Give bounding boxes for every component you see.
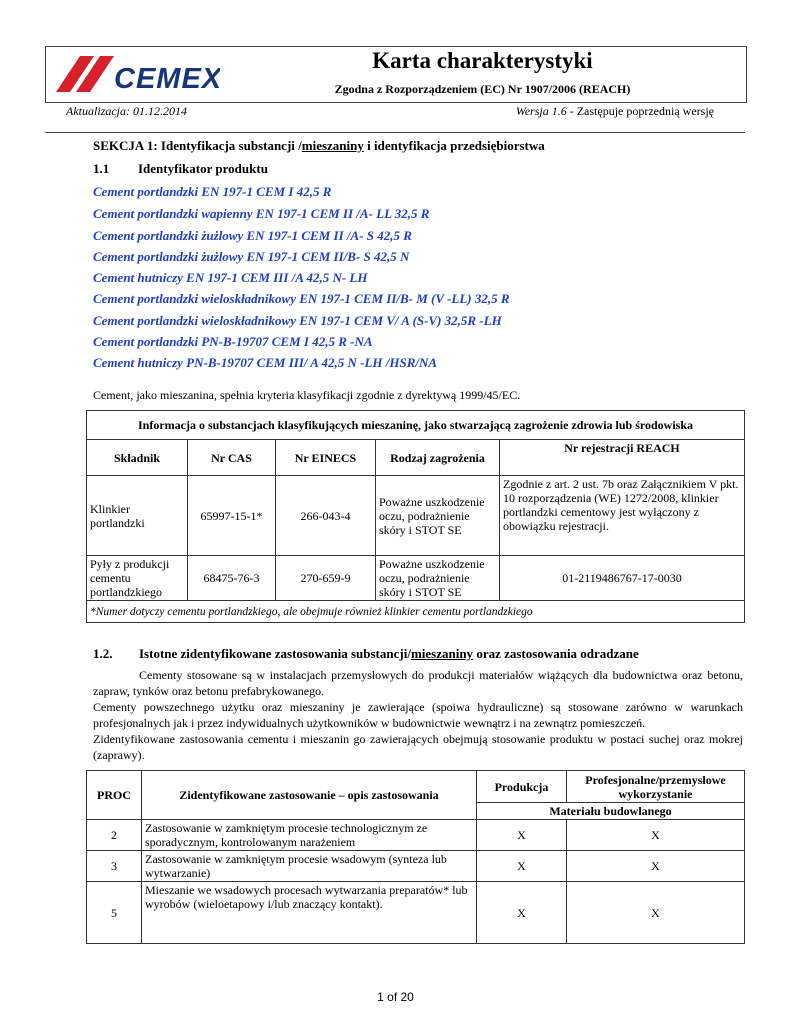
subsection-1-2-heading bbox=[93, 646, 639, 662]
product-name: Cement hutniczy PN-B-19707 CEM III/ A 42,5 N -LH /HSR/NA bbox=[93, 355, 438, 370]
cell-professional: X bbox=[567, 882, 745, 944]
cell-hazard: Poważne uszkodzenie oczu, podrażnienie skóry i STOT SE bbox=[376, 556, 500, 601]
table-row bbox=[87, 882, 745, 944]
subsection-1-2-number: 1.2. bbox=[93, 646, 113, 661]
section-1-heading-post: i identyfikacja przedsiębiorstwa bbox=[363, 138, 545, 153]
column-header-professional: Profesjonalne/przemysłowe wykorzystanie bbox=[567, 771, 745, 803]
table-row bbox=[87, 820, 745, 851]
subsection-1-1-number: 1.1 bbox=[93, 161, 110, 176]
cell-use: Zastosowanie w zamkniętym procesie technologicznym ze sporadycznym, kontrolowanym narażeniem bbox=[142, 820, 477, 851]
subsection-1-2-title-underlined: mieszaniny bbox=[410, 646, 474, 661]
table-row bbox=[87, 556, 745, 601]
product-name: Cement portlandzki EN 197-1 CEM I 42,5 R bbox=[93, 184, 332, 199]
cell-component: Pyły z produkcji cementu portlandzkiego bbox=[87, 556, 188, 601]
column-header: Nr CAS bbox=[188, 440, 276, 476]
cell-production: X bbox=[477, 851, 567, 882]
update-label: Aktualizacja: bbox=[66, 104, 130, 118]
section-1-heading-pre: SEKCJA 1: Identyfikacja substancji / bbox=[93, 138, 302, 153]
section-1-heading-underlined: mieszaniny bbox=[301, 138, 364, 153]
subsection-1-2-title-post: oraz zastosowania odradzane bbox=[473, 646, 639, 661]
cell-professional: X bbox=[567, 820, 745, 851]
update-info bbox=[66, 104, 187, 119]
product-name: Cement portlandzki żużlowy EN 197-1 CEM II/B- S 42,5 N bbox=[93, 249, 410, 264]
column-header-proc: PROC bbox=[87, 771, 142, 820]
column-header: Rodzaj zagrożenia bbox=[376, 440, 500, 476]
section-1-heading bbox=[93, 138, 545, 154]
uses-paragraph-1: Cementy stosowane są w instalacjach przemysłowych do produkcji materiałów wiążących dla budownictwa oraz betonu, zapraw, tynków oraz betonu prefabrykowanego. bbox=[93, 668, 743, 698]
uses-paragraph-3: Zidentyfikowane zastosowania cementu i mieszanin go zawierających obejmują stosowanie produktu w postaci suchej oraz mokrej (zaprawy). bbox=[93, 732, 743, 762]
mixture-classification-note: Cement, jako mieszanina, spełnia kryteria klasyfikacji zgodnie z dyrektywą 1999/45/EC. bbox=[93, 388, 521, 402]
column-header-use: Zidentyfikowane zastosowanie – opis zastosowania bbox=[142, 771, 477, 820]
column-header: Nr EINECS bbox=[276, 440, 376, 476]
table-1-caption: Informacja o substancjach klasyfikujących mieszaninę, jako stwarzającą zagrożenie zdrowia lub środowiska bbox=[87, 411, 745, 440]
cell-cas: 68475-76-3 bbox=[188, 556, 276, 601]
uses-paragraph-2: Cementy powszechnego użytku oraz mieszaniny je zawierające (spoiwa hydrauliczne) są stosowane zarówno w warunkach profesjonalnych jak i przez indywidualnych użytkowników w budownictwie wewnątrz i na zewnątrz pomieszczeń. bbox=[93, 700, 743, 730]
page-number: 1 of 20 bbox=[377, 990, 414, 1004]
hazardous-substances-table bbox=[86, 410, 745, 623]
subsection-1-1-heading bbox=[93, 161, 268, 177]
cell-production: X bbox=[477, 882, 567, 944]
identified-uses-table bbox=[86, 770, 745, 944]
document-subtitle: Zgodna z Rozporządzeniem (EC) Nr 1907/2006 (REACH) bbox=[334, 82, 631, 96]
product-name: Cement portlandzki wieloskładnikowy EN 197-1 CEM II/B- M (V -LL) 32,5 R bbox=[93, 291, 510, 306]
column-header: Składnik bbox=[87, 440, 188, 476]
column-header-production: Produkcja bbox=[477, 771, 567, 803]
column-header-material: Materiału budowlanego bbox=[477, 803, 745, 820]
update-date: 01.12.2014 bbox=[132, 104, 187, 118]
cell-reach: 01-2119486767-17-0030 bbox=[500, 556, 745, 601]
header-divider bbox=[45, 132, 745, 133]
version-note: - Zastępuje poprzednią wersję bbox=[569, 104, 714, 118]
cemex-logo-graphic bbox=[50, 50, 220, 96]
product-name: Cement portlandzki wieloskładnikowy EN 197-1 CEM V/ A (S-V) 32,5R -LH bbox=[93, 313, 502, 328]
cell-reach: Zgodnie z art. 2 ust. 7b oraz Załącznikiem V pkt. 10 rozporządzenia (WE) 1272/2008, klinkier portlandzki cementowy jest wyłączony z obowiązku rejestracji. bbox=[500, 476, 745, 556]
cell-einecs: 270-659-9 bbox=[276, 556, 376, 601]
cell-proc: 5 bbox=[87, 882, 142, 944]
cell-proc: 3 bbox=[87, 851, 142, 882]
subsection-1-2-title-pre: Istotne zidentyfikowane zastosowania substancji/ bbox=[139, 646, 411, 661]
cemex-logo bbox=[50, 50, 220, 96]
cell-use: Mieszanie we wsadowych procesach wytwarzania preparatów* lub wyrobów (wieloetapowy i/lub znaczący kontakt). bbox=[142, 882, 477, 944]
product-name: Cement portlandzki żużlowy EN 197-1 CEM II /A- S 42,5 R bbox=[93, 228, 412, 243]
table-1-footnote: *Numer dotyczy cementu portlandzkiego, ale obejmuje również klinkier cementu portlandzkiego bbox=[87, 601, 745, 623]
table-row bbox=[87, 851, 745, 882]
column-header: Nr rejestracji REACH bbox=[500, 440, 745, 476]
cell-production: X bbox=[477, 820, 567, 851]
cell-use: Zastosowanie w zamkniętym procesie wsadowym (synteza lub wytwarzanie) bbox=[142, 851, 477, 882]
document-title: Karta charakterystyki bbox=[372, 48, 593, 73]
cell-component: Klinkier portlandzki bbox=[87, 476, 188, 556]
cell-proc: 2 bbox=[87, 820, 142, 851]
cell-einecs: 266-043-4 bbox=[276, 476, 376, 556]
product-name: Cement portlandzki PN-B-19707 CEM I 42,5 R -NA bbox=[93, 334, 373, 349]
cell-cas: 65997-15-1* bbox=[188, 476, 276, 556]
subsection-1-1-title: Identyfikator produktu bbox=[138, 161, 268, 176]
version-info bbox=[372, 104, 714, 119]
product-name: Cement hutniczy EN 197-1 CEM III /A 42,5 N- LH bbox=[93, 270, 368, 285]
logo-text: CEMEX bbox=[114, 63, 220, 95]
table-row bbox=[87, 476, 745, 556]
product-name: Cement portlandzki wapienny EN 197-1 CEM II /A- LL 32,5 R bbox=[93, 206, 430, 221]
cell-hazard: Poważne uszkodzenie oczu, podrażnienie skóry i STOT SE bbox=[376, 476, 500, 556]
cell-professional: X bbox=[567, 851, 745, 882]
version-number: Wersja 1.6 bbox=[515, 104, 567, 118]
